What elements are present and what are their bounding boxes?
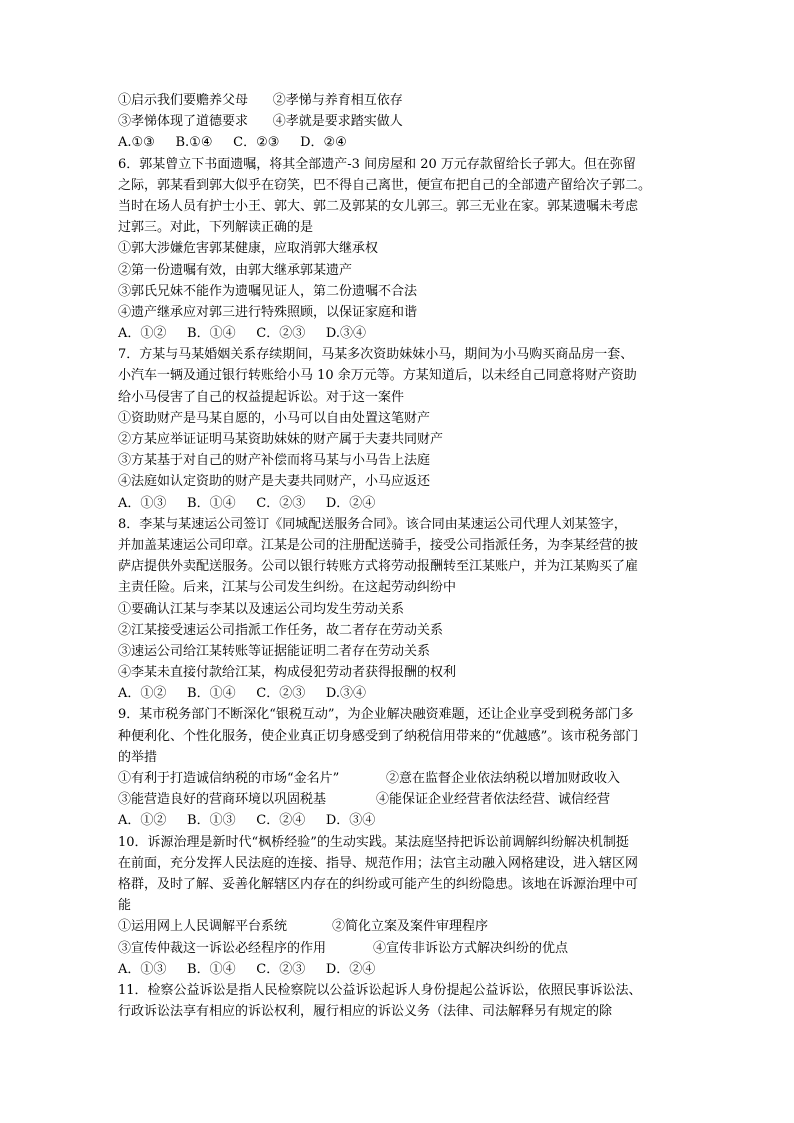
- question-8: [118, 514, 678, 705]
- q8-stem-line: 8．李某与某速运公司签订《同城配送服务合同》。该合同由某速运公司代理人刘某签字，: [118, 516, 627, 532]
- q8-answer-choices: A．①② B．①④ C．②③ D.③④: [118, 686, 366, 702]
- q7-option: ①资助财产是马某自愿的，小马可以自由处置这笔财产: [118, 410, 431, 426]
- q7-answer-choices: A．①③ B．①④ C．②③ D．②④: [118, 495, 376, 511]
- q9-stem-line: 9．某市税务部门不断深化“银税互动”，为企业解决融资难题，还让企业享受到税务部门多: [118, 707, 634, 723]
- question-5-tail: [118, 90, 678, 154]
- question-6: [118, 154, 678, 345]
- q7-stem-line: 7．方某与马某婚姻关系存续期间，马某多次资助妹妹小马，期间为小马购买商品房一套、: [118, 347, 634, 363]
- q10-stem-line: 能: [118, 898, 132, 914]
- q9-option: ③能营造良好的营商环境以巩固税基: [118, 792, 327, 808]
- q11-stem-line: 11．检察公益诉讼是指人民检察院以公益诉讼起诉人身份提起公益诉讼，依照民事诉讼法、: [118, 982, 642, 998]
- q10-stem-line: 10．诉源治理是新时代“枫桥经验”的生动实践。某法庭坚持把诉讼前调解纠纷解决机制挺: [118, 834, 629, 850]
- q10-stem-line: 在前面，充分发挥人民法庭的连接、指导、规范作用；法官主动融入网格建设，进入辖区网: [118, 855, 639, 871]
- q8-stem-line: 主责任险。后来，江某与公司发生纠纷。在这起劳动纠纷中: [118, 580, 457, 596]
- q6-option: ②第一份遗嘱有效，由郭大继承郭某遗产: [118, 262, 353, 278]
- q5-answer-choices: A.①③ B.①④ C．②③ D．②④: [118, 135, 347, 151]
- q5-option-row: ①启示我们要赡养父母 ②孝悌与养育相互依存: [118, 93, 403, 108]
- q8-option: ②江某接受速运公司指派工作任务，故二者存在劳动关系: [118, 622, 444, 638]
- q6-stem-line: 当时在场人员有护士小王、郭大、郭二及郭某的女儿郭三。郭三无业在家。郭某遗嘱未考虑: [118, 198, 639, 214]
- q10-option: ③宣传仲裁这一诉讼必经程序的作用: [118, 940, 327, 956]
- q7-stem-line: 小汽车一辆及通过银行转账给小马 10 余万元等。方某知道后，以未经自己同意将财产资助: [118, 368, 637, 384]
- q8-option: ③速运公司给江某转账等证据能证明二者存在劳动关系: [118, 643, 431, 659]
- question-11: [118, 980, 678, 1022]
- question-10: [118, 832, 678, 980]
- q9-answer-choices: A．①② B．①③ C．②④ D．③④: [118, 813, 376, 829]
- q9-option-row: [118, 768, 678, 789]
- q7-option: ②方某应举证证明马某资助妹妹的财产属于夫妻共同财产: [118, 432, 444, 447]
- q9-stem-line: 的举措: [118, 749, 158, 765]
- q9-option: ②意在监督企业依法纳税以增加财政收入: [386, 771, 621, 786]
- q8-stem-line: 并加盖某速运公司印章。江某是公司的注册配送骑手，接受公司指派任务，为李某经营的披: [118, 537, 639, 553]
- q7-option: ③方某基于对自己的财产补偿而将马某与小马告上法庭: [118, 453, 431, 469]
- q8-option: ④李某未直接付款给江某，构成侵犯劳动者获得报酬的权利: [118, 665, 457, 681]
- q6-answer-choices: A．①② B．①④ C．②③ D.③④: [118, 326, 366, 342]
- exam-page: [118, 90, 678, 1022]
- q10-option-row: [118, 938, 678, 959]
- q5-option-row: ③孝悌体现了道德要求 ④孝就是要求踏实做人: [118, 114, 403, 130]
- question-7: [118, 344, 678, 514]
- q8-stem-line: 萨店提供外卖配送服务。公司以银行转账方式将劳动报酬转至江某账户，并为江某购买了雇: [118, 559, 639, 575]
- question-9: [118, 704, 678, 831]
- q11-stem-line: 行政诉讼法享有相应的诉讼权利，履行相应的诉讼义务（法律、司法解释另有规定的除: [118, 1004, 613, 1020]
- q10-option: ①运用网上人民调解平台系统: [118, 919, 288, 935]
- q6-stem-line: 过郭三。对此，下列解读正确的是: [118, 220, 314, 236]
- q10-answer-choices: A．①③ B．①④ C．②③ D．②④: [118, 961, 376, 977]
- q9-option-row: [118, 789, 678, 810]
- q6-stem-line: 之际，郭某看到郭大似乎在窃笑，巴不得自己离世，便宣布把自己的全部遗产留给次子郭二。: [118, 177, 652, 193]
- q7-stem-line: 给小马侵害了自己的权益提起诉讼。对于这一案件: [118, 389, 405, 405]
- q6-option: ③郭氏兄妹不能作为遗嘱见证人，第二份遗嘱不合法: [118, 283, 418, 299]
- q6-stem-line: 6．郭某曾立下书面遗嘱，将其全部遗产-3 间房屋和 20 万元存款留给长子郭大。但在弥留: [118, 156, 636, 172]
- q6-option: ①郭大涉嫌危害郭某健康，应取消郭大继承权: [118, 241, 379, 257]
- q6-option: ④遗产继承应对郭三进行特殊照顾，以保证家庭和谐: [118, 304, 418, 320]
- q9-stem-line: 种便利化、个性化服务，使企业真正切身感受到了纳税信用带来的“优越感”。该市税务部门: [118, 728, 639, 744]
- q8-option: ①要确认江某与李某以及速运公司均发生劳动关系: [118, 601, 405, 617]
- q10-option: ②简化立案及案件审理程序: [332, 919, 489, 935]
- q7-option: ④法庭如认定资助的财产是夫妻共同财产，小马应返还: [118, 474, 431, 490]
- q10-stem-line: 格群，及时了解、妥善化解辖区内存在的纠纷或可能产生的纠纷隐患。该地在诉源治理中可: [118, 876, 639, 892]
- q9-option: ④能保证企业经营者依法经营、诚信经营: [376, 792, 611, 808]
- q9-option: ①有利于打造诚信纳税的市场“金名片”: [118, 771, 340, 786]
- q10-option: ④宣传非诉讼方式解决纠纷的优点: [373, 940, 569, 956]
- q10-option-row: [118, 916, 678, 937]
